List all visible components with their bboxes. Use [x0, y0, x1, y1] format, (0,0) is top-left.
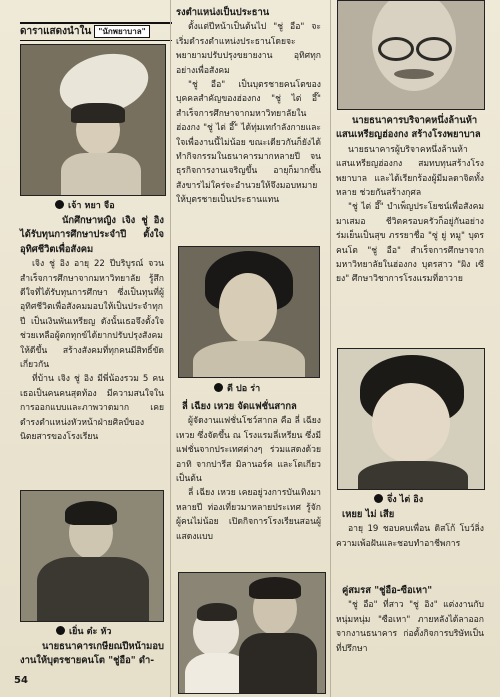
column-3-text — [336, 114, 484, 287]
photo-woman-short-hair — [337, 348, 485, 490]
col2-top-line: รงตำแหน่งเป็นประธาน — [176, 7, 270, 18]
col1-paragraph: เจิง ชู่ อิง อายุ 22 ปีบริบูรณ์ จวนสำเร็จการศึกษาจากมหาวิทยาลัย รู้สึกดีใจที่ได้รับทุนการศึกษา ซึ่งเป็นทุนที่ผู้อุทิศชีวิตเพื่อสังคมมอบให้เป็นประจำทุกปี เป็นเงินพันเหรียญ ดังนั้นเธอจึงตั้งใจช่วยเหลือผู้ตกทุกข์ได้ยากปรับปรุงสังคมให้ดีขึ้น สร้างสังคมที่ทุกคนมีสิทธิ์ขัดเกี่ยวกัน — [20, 259, 164, 371]
caption-photo1 — [55, 198, 115, 212]
caption-text: จึ่ง ไต่ อิง — [387, 495, 424, 505]
col2-paragraph: ลี่ เฉียง เหวย เคยอยู่วงการบันเทิงมาหลายปี ท่องเที่ยวมาหลายประเทศ รู้จักผู้คนไม่น้อย เปิดกิจการโรงเรียนสอนผู้แสดงแบบ — [176, 488, 321, 542]
col3-paragraph: "ชู่ ไต่ อึ๊" บำเพ็ญประโยชน์เพื่อสังคมมาเสมอ ชีวิตครอบครัวก็อยู่กันอย่างร่มเย็นเป็นสุข ภรรยาชื่อ "ซู่ ยู่ หมู" บุตรคนโต "ชู่ อือ" สำเร็จการศึกษาจากมหาวิทยาลัยในฮ่องกง บุตรสาว "ผิง เซียง" ศึกษาวิชาการโรงแรมที่ฮาวาย — [336, 202, 484, 285]
column-divider — [170, 0, 171, 697]
column-1-text — [20, 214, 164, 445]
caption-photo3 — [374, 492, 423, 506]
caption-bullet-icon — [214, 383, 223, 392]
col2-paragraph: "ชู่ อือ" เป็นบุตรชายคนโตของบุคคลสำคัญของฮ่องกง "ชู่ ไต่ อึ๊" สำเร็จการศึกษาจากมหาวิทยาลัยในฮ่องกง "ชู่ ไต่ อึ๊" ได้ทุ่มเทกำลังกายและใจเพื่องานนี้ไม่น้อย ขณะเดียวกันก็ยังได้ทำกิจกรรมในธนาคารมากหลายปี จนธุรกิจการงานเจริญขึ้น อายุก็มากขึ้น สังขารไม่ใคร่จะอำนวยให้จึงมอบหมายให้บุตรชายเป็นประธานแทน — [176, 80, 321, 206]
column-divider — [330, 0, 331, 697]
col3-paragraph: อายุ 19 ชอบคบเพื่อน ดิสโก้ โบว์ลิ่ง ความเพ้อฝันและชอบทำอาชีพการ — [336, 524, 484, 549]
column-2-text — [176, 6, 321, 208]
section-tag: "นักพยาบาล" — [94, 25, 150, 38]
photo-wedding-couple — [178, 572, 326, 694]
column-2-lower-text — [176, 400, 321, 544]
col3-paragraph: นายธนาคารผู้บริจาคหนึ่งล้านห้าแสนเหรียญฮ่องกง สมทบทุนสร้างโรงพยาบาล และได้เรียกร้องผู้มีมลดาจิตทั้งหลาย ช่วยกันสร้างกุศล — [336, 144, 484, 199]
caption-photo4 — [56, 624, 111, 638]
caption-photo2 — [214, 381, 260, 395]
photo-man-suit — [20, 490, 164, 622]
column-3-bottom-text — [336, 584, 484, 656]
photo-woman-portrait — [178, 246, 320, 378]
section-header — [20, 22, 172, 41]
page-number: 54 — [14, 675, 28, 686]
col2-paragraph: ตั้งแต่ปีหน้าเป็นต้นไป "ชู่ อือ" จะเริ่มดำรงตำแหน่งประธานโดยจะพยายามปรับปรุงขยายงาน อุทิศทุกอย่างเพื่อสังคม — [176, 22, 321, 76]
col2-headline: ลี่ เฉียง เหวย จัดแฟชั่นสากล — [182, 401, 297, 412]
column-3-lower-text — [336, 508, 484, 551]
col1-paragraph: ที่บ้าน เจิง ชู่ อิง มีพี่น้องรวม 5 คน เธอเป็นคนคนสุดท้อง มีความสนใจในการออกแบบและภาพวาดมาก เคยดำรงตำแหน่งหัวหน้าฝ่ายศิลป์ของนิตยสารของโรงเรียน — [20, 374, 164, 443]
col1-bottom-headline — [20, 640, 164, 669]
col1-bottom-text: นายธนาคารเกษียณปีหน้ามอบงานให้บุตรชายคนโต "ชู่อือ" ดำ- — [20, 641, 164, 667]
caption-bullet-icon — [55, 200, 64, 209]
caption-bullet-icon — [56, 626, 65, 635]
caption-text: ตี ปอ ร่า — [227, 384, 261, 394]
col3-headline: นายธนาคารบริจาคหนึ่งล้านห้าแสนเหรียญฮ่องกง สร้างโรงพยาบาล — [336, 115, 481, 141]
caption-text: เจ้า หยา จือ — [68, 201, 115, 211]
col3-headline: คู่สมรส "ชู่อือ-ซือเหา" — [342, 585, 433, 596]
caption-bullet-icon — [374, 494, 383, 503]
photo-man-glasses — [337, 0, 485, 110]
col1-headline: นักศึกษาหญิง เจิง ชู่ อิง ได้รับทุนการศึกษาประจำปี ตั้งใจอุทิศชีวิตเพื่อสังคม — [20, 215, 164, 255]
col3-paragraph: "ชู่ อือ" ที่สาว "ชู่ อิง" แต่งงานกับหนุ่มหนุ่ม "ซือเหา" ภายหลังได้ลาออกจากงานธนาคาร ก่อตั้งกิจการบริษัทเป็นที่ปรึกษา — [336, 600, 484, 654]
section-title: ดาราแสดงนำใน — [20, 26, 92, 37]
caption-text: เยิ่น ต๋ะ หัว — [69, 627, 112, 637]
photo-actress-bonnet — [20, 44, 166, 196]
col3-headline: เหยย ไม่ เสีย — [342, 509, 395, 520]
col2-paragraph: ผู้จัดงานแฟชั่นโชว์สากล คือ ลี่ เฉียง เหวย ซึ่งจัดขึ้น ณ โรงแรมลี่เหรียน ซึ่งมีแฟชั่นจากประเทศต่างๆ ร่วมแสดงด้วย อาทิ จากปารีส มิลานอร์ค และโตเกียว เป็นต้น — [176, 416, 321, 485]
